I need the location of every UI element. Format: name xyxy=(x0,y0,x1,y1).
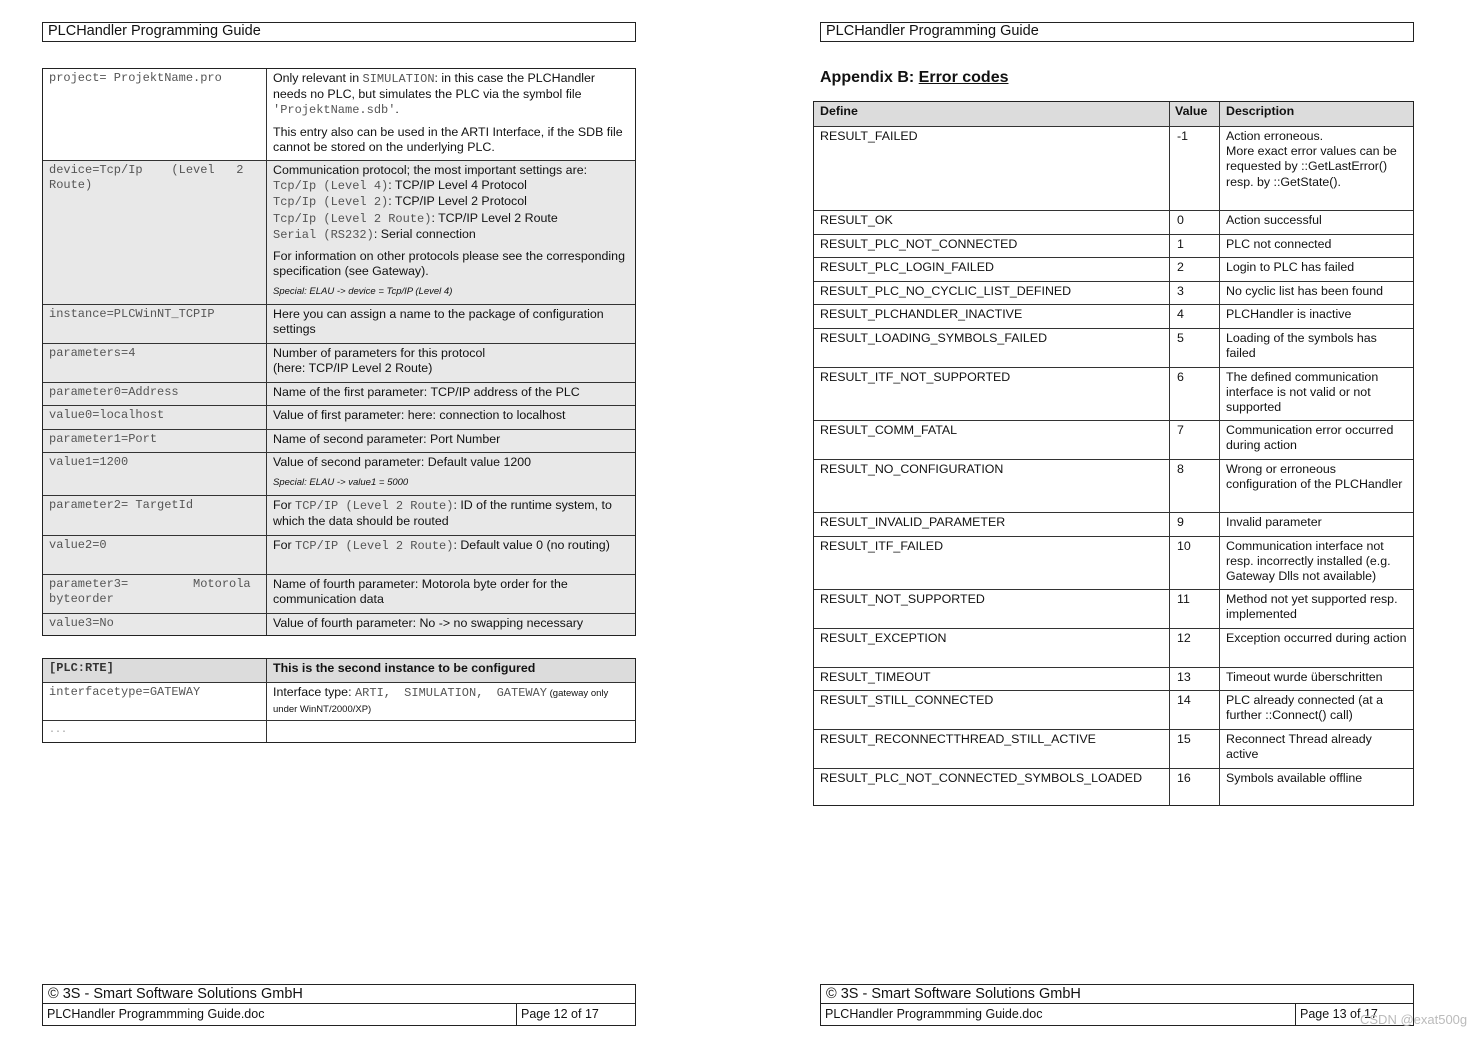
config-key: value0=localhost xyxy=(49,408,165,422)
instance-table xyxy=(42,658,636,743)
config-row-value1 xyxy=(43,452,635,495)
config-row-parameter2 xyxy=(43,495,635,535)
error-define: RESULT_NOT_SUPPORTED xyxy=(820,592,985,606)
config-desc: Communication protocol; the most important settings are: Tcp/Ip (Level 4): TCP/IP Level 4 Protocol Tcp/Ip (Level 2): TCP/IP Level 2 Protocol Tcp/Ip (Level 2 Route): TCP/IP Level 2 Route Serial (RS232): Serial connection For information on other protocols please see the corresponding specification (see Gateway). Special: ELAU -> device = Tcp/IP (Level 4) xyxy=(266,161,635,304)
config-desc: For TCP/IP (Level 2 Route): Default value 0 (no routing) xyxy=(266,536,635,574)
config-key: ... xyxy=(49,725,68,736)
config-key: interfacetype=GATEWAY xyxy=(49,685,201,699)
config-row-value3 xyxy=(43,613,635,635)
error-define: RESULT_NO_CONFIGURATION xyxy=(820,462,1004,476)
config-key: value1=1200 xyxy=(49,455,129,469)
error-value: 0 xyxy=(1169,211,1219,234)
footer-company: © 3S - Smart Software Solutions GmbH xyxy=(43,985,635,1004)
error-define: RESULT_EXCEPTION xyxy=(820,631,947,645)
error-codes-link[interactable]: Error codes xyxy=(918,69,1009,86)
instance-header-desc: This is the second instance to be configured xyxy=(266,659,635,682)
instance-row-ellipsis xyxy=(43,720,635,742)
error-description: The defined communication interface is not valid or not supported xyxy=(1219,368,1413,420)
error-description: Symbols available offline xyxy=(1219,769,1413,806)
config-row-parameter1 xyxy=(43,429,635,452)
error-value: 4 xyxy=(1169,305,1219,328)
config-desc: For TCP/IP (Level 2 Route): ID of the runtime system, to which the data should be routed xyxy=(266,496,635,535)
error-table-row xyxy=(814,234,1413,257)
error-define: RESULT_PLC_NOT_CONNECTED xyxy=(820,237,1018,251)
error-description: Communication error occurred during action xyxy=(1219,421,1413,459)
instance-header-key: [PLC:RTE] xyxy=(49,661,114,675)
error-value: 15 xyxy=(1169,730,1219,768)
error-description: PLCHandler is inactive xyxy=(1219,305,1413,328)
config-key: project= ProjektName.pro xyxy=(49,71,222,85)
error-table-row xyxy=(814,459,1413,512)
error-define: RESULT_FAILED xyxy=(820,129,918,143)
error-value: 10 xyxy=(1169,537,1219,589)
column-header-value: Value xyxy=(1169,102,1219,126)
config-key: value3=No xyxy=(49,616,114,630)
error-value: 3 xyxy=(1169,282,1219,304)
config-desc: Interface type: ARTI, SIMULATION, GATEWAY (gateway only under WinNT/2000/XP) xyxy=(266,683,635,720)
error-define: RESULT_OK xyxy=(820,213,893,227)
error-description: No cyclic list has been found xyxy=(1219,282,1413,304)
error-value: 8 xyxy=(1169,460,1219,512)
error-description: Action successful xyxy=(1219,211,1413,234)
error-table-row xyxy=(814,768,1413,806)
error-table-row xyxy=(814,729,1413,768)
footer-doc-name: PLCHandler Programmming Guide.doc xyxy=(825,1007,1043,1021)
error-table-row xyxy=(814,367,1413,420)
config-key: parameters=4 xyxy=(49,346,136,360)
error-define: RESULT_TIMEOUT xyxy=(820,670,931,684)
error-define: RESULT_PLC_NO_CYCLIC_LIST_DEFINED xyxy=(820,284,1072,298)
error-value: 12 xyxy=(1169,629,1219,667)
footer-doc-name: PLCHandler Programmming Guide.doc xyxy=(47,1007,265,1021)
error-description: Communication interface not resp. incorrectly installed (e.g. Gateway Dlls not available) xyxy=(1219,537,1413,589)
instance-table-header xyxy=(43,659,635,682)
error-define: RESULT_LOADING_SYMBOLS_FAILED xyxy=(820,331,1048,345)
config-row-parameter0 xyxy=(43,382,635,405)
config-row-parameters xyxy=(43,343,635,382)
error-value: 7 xyxy=(1169,421,1219,459)
error-codes-table xyxy=(813,101,1414,806)
watermark: CSDN @exat500g xyxy=(1360,1012,1468,1027)
appendix-heading xyxy=(820,69,1008,87)
appendix-heading-prefix: Appendix B: xyxy=(820,69,919,86)
error-table-row xyxy=(814,210,1413,234)
config-key: parameter3= Motorola byteorder xyxy=(49,577,258,607)
error-description: PLC not connected xyxy=(1219,235,1413,257)
error-description: Loading of the symbols has failed xyxy=(1219,329,1413,367)
config-desc xyxy=(266,721,635,742)
error-description: Action erroneous. More exact error values can be requested by ::GetLastError() resp. by ::GetState(). xyxy=(1219,127,1413,210)
error-define: RESULT_PLC_LOGIN_FAILED xyxy=(820,260,994,274)
error-table-row xyxy=(814,690,1413,729)
config-desc: Number of parameters for this protocol (here: TCP/IP Level 2 Route) xyxy=(266,344,635,382)
config-desc: Value of fourth parameter: No -> no swapping necessary xyxy=(266,614,635,635)
error-description: Invalid parameter xyxy=(1219,513,1413,536)
error-define: RESULT_ITF_NOT_SUPPORTED xyxy=(820,370,1011,384)
config-key: parameter0=Address xyxy=(49,385,179,399)
error-table-row xyxy=(814,126,1413,210)
right-header-title: PLCHandler Programming Guide xyxy=(826,23,1039,39)
error-table-row xyxy=(814,281,1413,304)
error-table-header xyxy=(814,102,1413,126)
error-description: PLC already connected (at a further ::Connect() call) xyxy=(1219,691,1413,729)
footer-page-number: Page 12 of 17 xyxy=(516,1004,635,1025)
error-value: 1 xyxy=(1169,235,1219,257)
left-page-footer xyxy=(42,984,636,1026)
config-key: instance=PLCWinNT_TCPIP xyxy=(49,307,215,321)
left-page-header xyxy=(42,22,636,42)
error-description: Reconnect Thread already active xyxy=(1219,730,1413,768)
config-desc: Name of the first parameter: TCP/IP address of the PLC xyxy=(266,383,635,405)
config-row-value0 xyxy=(43,405,635,429)
column-header-define: Define xyxy=(820,104,858,118)
error-value: -1 xyxy=(1169,127,1219,210)
error-table-row xyxy=(814,589,1413,628)
column-header-description: Description xyxy=(1219,102,1413,126)
error-define: RESULT_PLCHANDLER_INACTIVE xyxy=(820,307,1023,321)
error-description: Timeout wurde überschritten xyxy=(1219,668,1413,690)
config-table xyxy=(42,68,636,636)
error-value: 5 xyxy=(1169,329,1219,367)
error-table-row xyxy=(814,257,1413,281)
right-page-footer xyxy=(820,984,1414,1026)
error-value: 11 xyxy=(1169,590,1219,628)
error-define: RESULT_COMM_FATAL xyxy=(820,423,958,437)
error-define: RESULT_RECONNECTTHREAD_STILL_ACTIVE xyxy=(820,732,1096,746)
config-row-project xyxy=(43,69,635,160)
error-table-row xyxy=(814,667,1413,690)
config-row-instance xyxy=(43,304,635,343)
config-key: value2=0 xyxy=(49,538,107,552)
instance-row-interfacetype xyxy=(43,682,635,720)
error-table-row xyxy=(814,628,1413,667)
error-value: 14 xyxy=(1169,691,1219,729)
config-key: parameter2= TargetId xyxy=(49,498,194,512)
error-table-row xyxy=(814,512,1413,536)
config-desc: Name of fourth parameter: Motorola byte order for the communication data xyxy=(266,575,635,613)
config-key: device=Tcp/Ip (Level 2 Route) xyxy=(49,163,251,193)
left-header-title: PLCHandler Programming Guide xyxy=(48,23,261,39)
config-desc: Here you can assign a name to the package of configuration settings xyxy=(266,305,635,343)
error-value: 16 xyxy=(1169,769,1219,806)
config-desc: Value of first parameter: here: connection to localhost xyxy=(266,406,635,429)
error-value: 9 xyxy=(1169,513,1219,536)
error-description: Wrong or erroneous configuration of the PLCHandler xyxy=(1219,460,1413,512)
error-description: Method not yet supported resp. implemented xyxy=(1219,590,1413,628)
error-description: Login to PLC has failed xyxy=(1219,258,1413,281)
error-table-row xyxy=(814,536,1413,589)
config-key: parameter1=Port xyxy=(49,432,158,446)
config-desc: Only relevant in SIMULATION: in this case the PLCHandler needs no PLC, but simulates the PLC via the symbol file 'ProjektName.sdb'. This entry also can be used in the ARTI Interface, if the SDB file cannot be stored on the underlying PLC. xyxy=(266,69,635,160)
error-value: 6 xyxy=(1169,368,1219,420)
error-table-row xyxy=(814,304,1413,328)
config-row-value2 xyxy=(43,535,635,574)
config-desc: Value of second parameter: Default value 1200 Special: ELAU -> value1 = 5000 xyxy=(266,453,635,495)
error-define: RESULT_PLC_NOT_CONNECTED_SYMBOLS_LOADED xyxy=(820,771,1143,785)
config-row-device xyxy=(43,160,635,304)
error-define: RESULT_INVALID_PARAMETER xyxy=(820,515,1006,529)
error-value: 13 xyxy=(1169,668,1219,690)
error-table-row xyxy=(814,420,1413,459)
config-desc: Name of second parameter: Port Number xyxy=(266,430,635,452)
error-table-row xyxy=(814,328,1413,367)
footer-page-number: Page 13 of 17 xyxy=(1295,1004,1413,1025)
config-row-parameter3 xyxy=(43,574,635,613)
error-description: Exception occurred during action xyxy=(1219,629,1413,667)
footer-company: © 3S - Smart Software Solutions GmbH xyxy=(821,985,1413,1004)
right-page-header xyxy=(820,22,1414,42)
error-define: RESULT_ITF_FAILED xyxy=(820,539,944,553)
error-value: 2 xyxy=(1169,258,1219,281)
error-define: RESULT_STILL_CONNECTED xyxy=(820,693,994,707)
